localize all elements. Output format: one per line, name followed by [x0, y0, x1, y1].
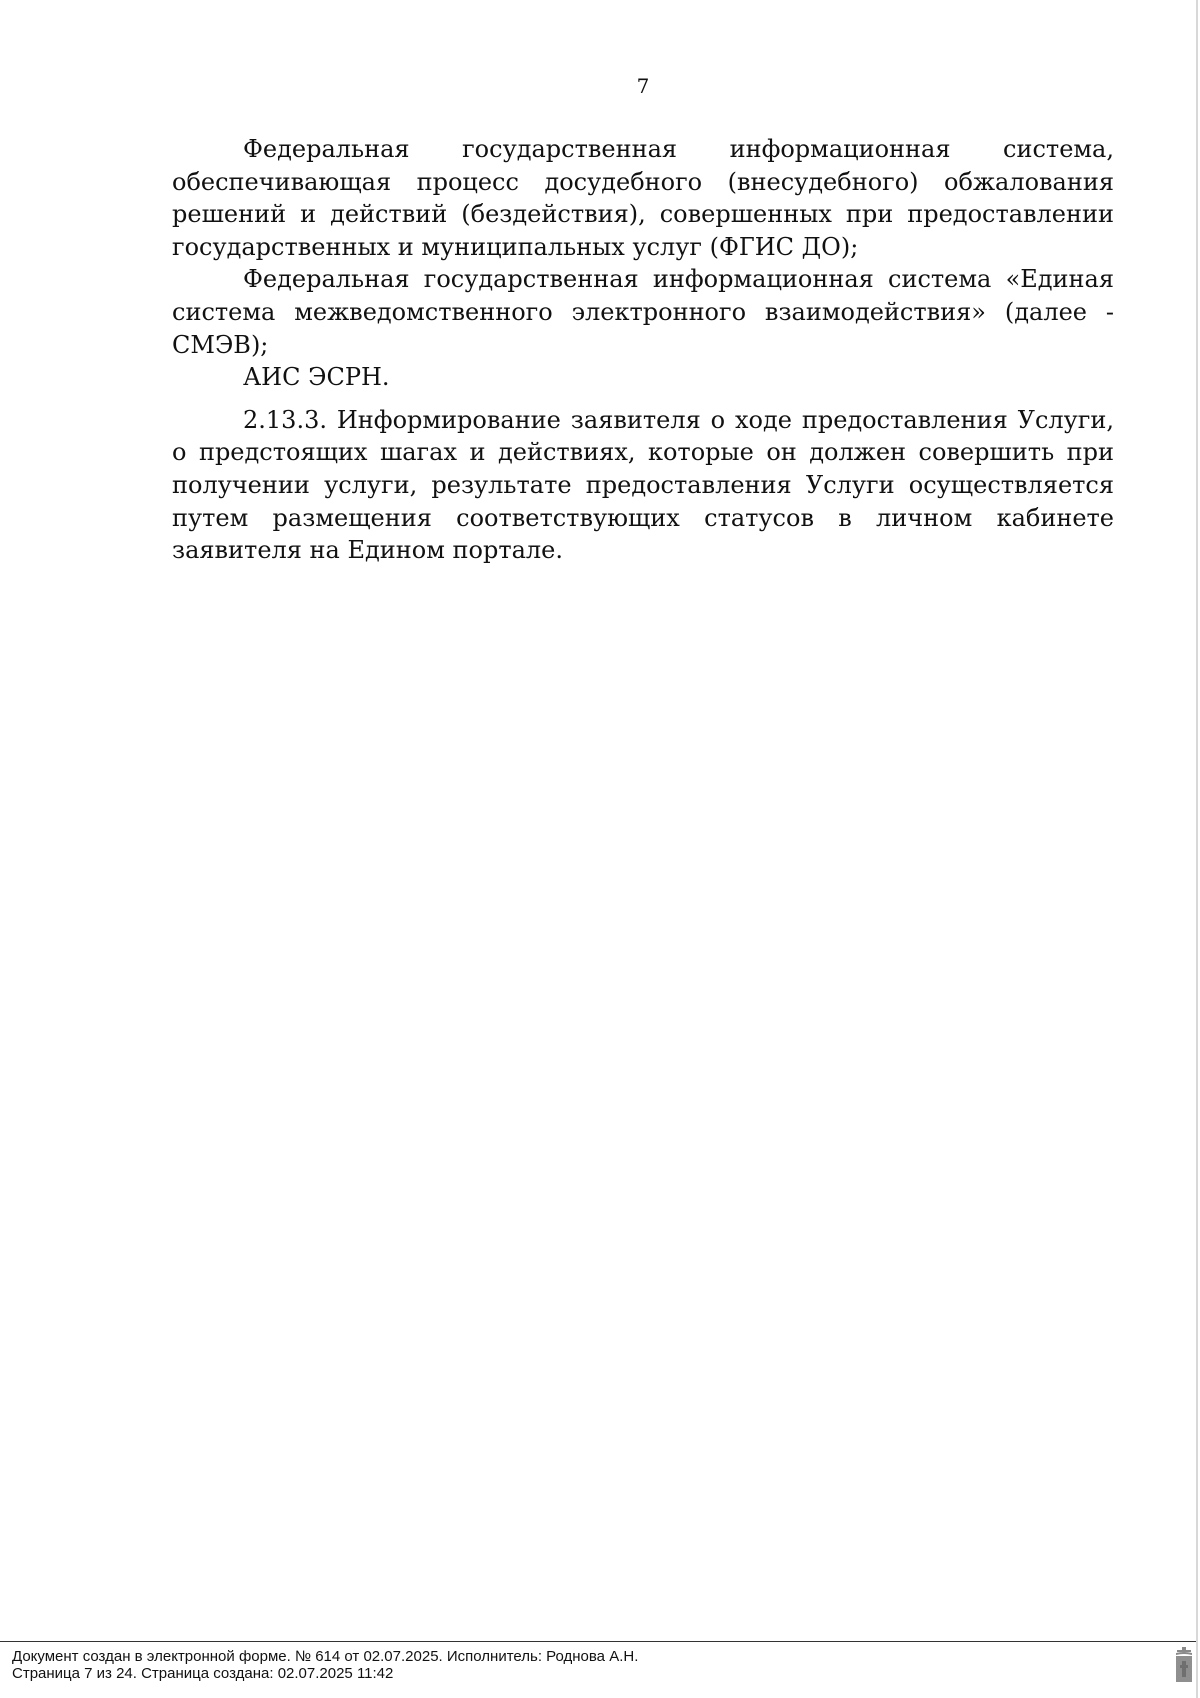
paragraph-ais-esrn: АИС ЭСРН.: [243, 363, 390, 392]
paragraph-fgis-do: Федеральная государственная информационная система, обеспечивающая процесс досудебного (внесудебного) обжалования решений и действий (бездействия), совершенных при предоставлении государственных и муниципальных услуг (ФГИС ДО);: [172, 135, 1114, 261]
paragraph-2-13-3: 2.13.3. Информирование заявителя о ходе предоставления Услуги, о предстоящих шагах и действиях, которые он должен совершить при получении услуги, результате предоставления Услуги осуществляется путем размещения соответствующих статусов в личном кабинете заявителя на Едином портале.: [172, 405, 1114, 565]
footer-line-document-info: Документ создан в электронной форме. № 614 от 02.07.2025. Исполнитель: Роднова А.Н.: [12, 1648, 639, 1665]
paragraph-smev: Федеральная государственная информационная система «Единая система межведомственного электронного взаимодействия» (далее - СМЭВ);: [172, 265, 1114, 359]
page-number: 7: [636, 74, 650, 98]
coat-of-arms-icon: [1174, 1647, 1194, 1683]
footer-line-page-info: Страница 7 из 24. Страница создана: 02.07.2025 11:42: [12, 1665, 394, 1682]
document-footer: [12, 1648, 638, 1682]
document-body: [172, 133, 1114, 567]
footer-divider: [0, 1641, 1196, 1642]
